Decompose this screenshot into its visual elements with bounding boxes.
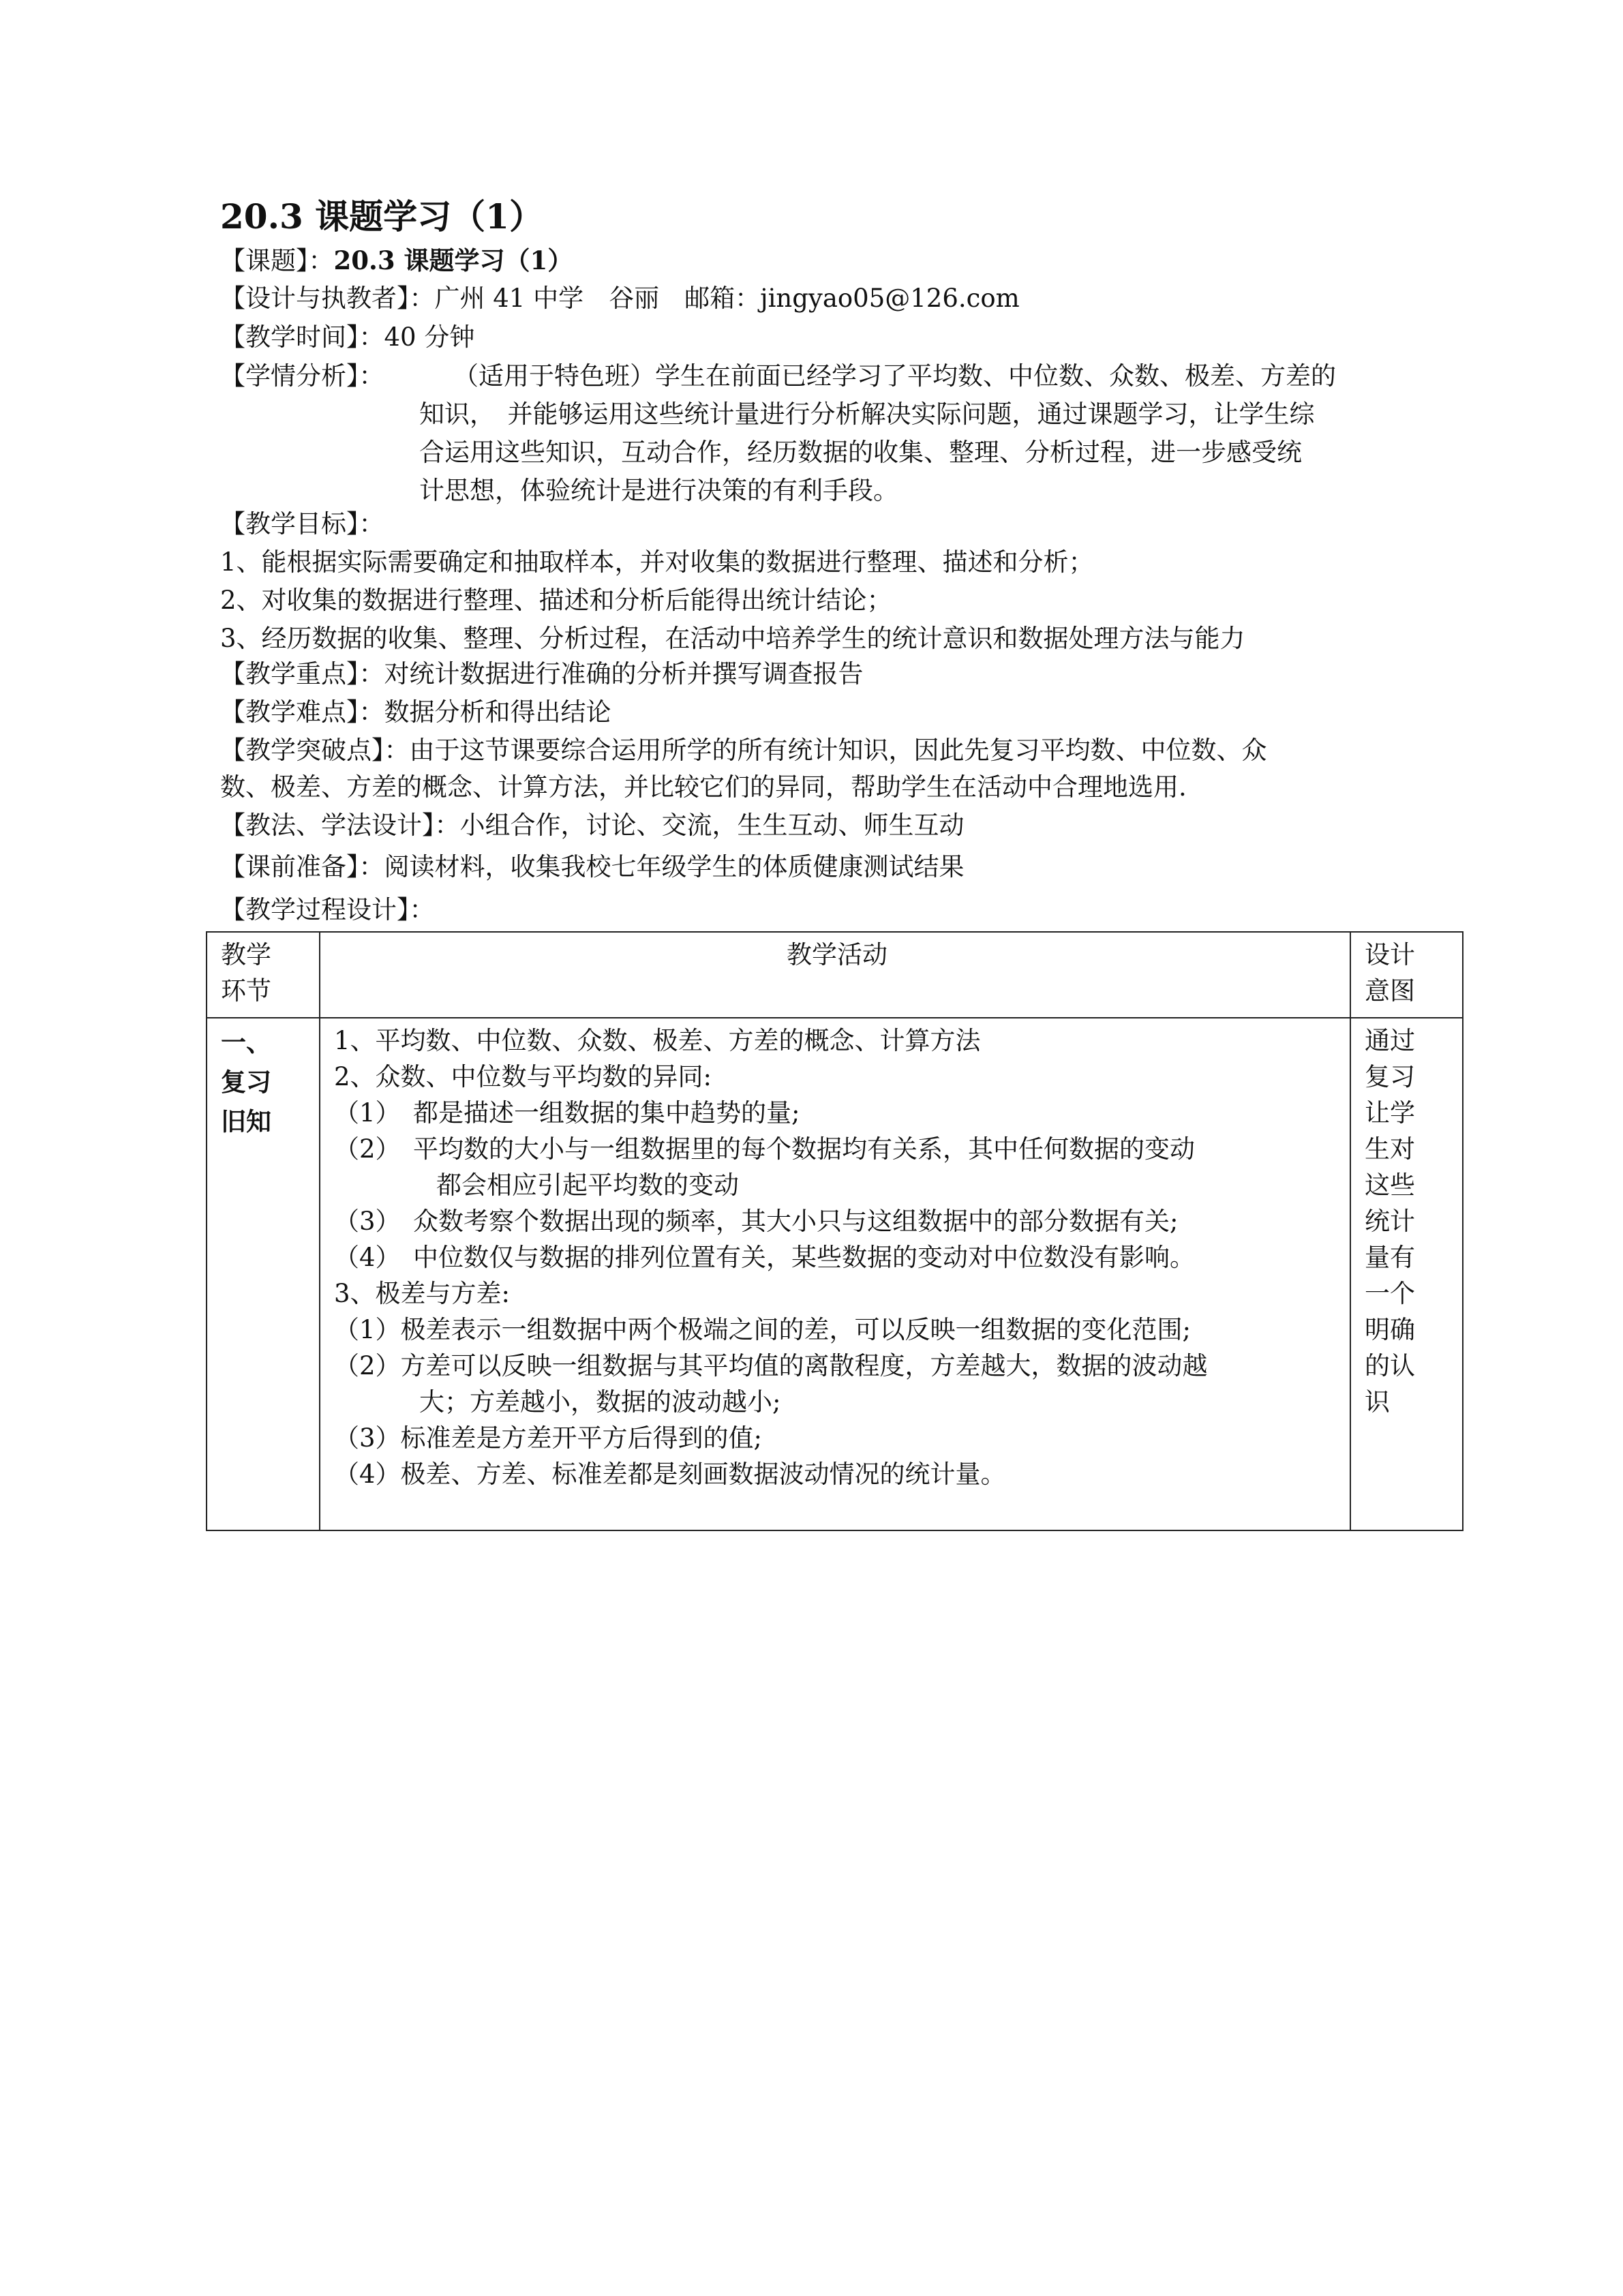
process-label: 【教学过程设计】：: [220, 895, 435, 924]
topic-label: 【课题】：: [220, 246, 334, 275]
breakthrough-label: 【教学突破点】：: [220, 736, 410, 765]
time-value: 40 分钟: [384, 322, 475, 352]
activity-line: （4）极差、方差、标准差都是刻画数据波动情况的统计量。: [334, 1460, 1006, 1489]
header-stage-text: 教学: [221, 940, 271, 969]
activity-line: 2、众数、中位数与平均数的异同:: [334, 1062, 712, 1091]
stage-text: 一、: [221, 1027, 271, 1057]
breakthrough-line: 由于这节课要综合运用所学的所有统计知识，因此先复习平均数、中位数、众: [409, 736, 1267, 765]
design-cell: [1350, 1018, 1463, 1530]
activity-line: （1）极差表示一组数据中两个极端之间的差，可以反映一组数据的变化范围;: [334, 1315, 1192, 1344]
analysis-label: 【学情分析】：: [220, 361, 384, 391]
header-stage-text: 环节: [221, 976, 271, 1006]
activity-line: （1） 都是描述一组数据的集中趋势的量;: [334, 1098, 800, 1128]
designer-label: 【设计与执教者】：: [220, 284, 435, 313]
activity-line: 大；方差越小，数据的波动越小;: [419, 1387, 781, 1417]
design-text: 生对: [1365, 1134, 1415, 1164]
breakthrough-field: [220, 731, 1267, 770]
activity-line: （4） 中位数仅与数据的排列位置有关，某些数据的变动对中位数没有影响。: [334, 1243, 1196, 1272]
process-table: [206, 931, 1463, 1531]
activity-line: 都会相应引起平均数的变动: [436, 1170, 739, 1200]
analysis-line: 计思想，体验统计是进行决策的有利手段。: [419, 476, 898, 505]
stage-text: 旧知: [221, 1106, 271, 1136]
methods-value: 小组合作，讨论、交流，生生互动、师生互动: [459, 811, 965, 840]
objective-item: 3、经历数据的收集、整理、分析过程，在活动中培养学生的统计意识和数据处理方法与能力: [220, 624, 1245, 653]
methods-field: [220, 806, 965, 845]
design-text: 量有: [1365, 1243, 1415, 1272]
design-text: 这些: [1365, 1170, 1415, 1200]
preparation-field: [220, 848, 965, 886]
activity-line: （2）方差可以反映一组数据与其平均值的离散程度，方差越大，数据的波动越: [334, 1351, 1208, 1380]
design-text: 通过: [1365, 1026, 1415, 1055]
preparation-label: 【课前准备】：: [220, 852, 384, 881]
design-text: 的认: [1365, 1351, 1415, 1380]
activity-line: 3、极差与方差:: [334, 1279, 511, 1308]
activity-line: 1、平均数、中位数、众数、极差、方差的概念、计算方法: [334, 1026, 981, 1055]
stage-cell: [207, 1018, 320, 1530]
design-text: 统计: [1365, 1207, 1415, 1236]
topic-field: [220, 241, 573, 280]
breakthrough-line: 数、极差、方差的概念、计算方法，并比较它们的异同，帮助学生在活动中合理地选用.: [220, 772, 1187, 802]
header-stage: [207, 932, 320, 1018]
activity-cell: [320, 1018, 1350, 1530]
activity-line: （3） 众数考察个数据出现的频率，其大小只与这组数据中的部分数据有关;: [334, 1207, 1179, 1236]
analysis-text: [419, 357, 1452, 510]
key-point-label: 【教学重点】：: [220, 659, 384, 689]
design-text: 让学: [1365, 1098, 1415, 1128]
analysis-line: 知识， 并能够运用这些统计量进行分析解决实际问题，通过课题学习，让学生综: [419, 399, 1315, 429]
key-point-field: [220, 655, 864, 693]
difficulty-field: [220, 693, 611, 731]
objective-item: 1、能根据实际需要确定和抽取样本，并对收集的数据进行整理、描述和分析；: [220, 547, 1094, 577]
design-text: 识: [1365, 1387, 1390, 1417]
design-text: 一个: [1365, 1279, 1415, 1308]
header-activity: 教学活动: [320, 932, 1350, 1018]
header-design-text: 意图: [1365, 976, 1415, 1006]
stage-text: 复习: [221, 1067, 271, 1097]
design-text: 明确: [1365, 1315, 1415, 1344]
designer-field: [220, 280, 1020, 318]
document-title: 20.3 课题学习（1）: [220, 196, 543, 237]
time-field: [220, 318, 474, 357]
header-design-text: 设计: [1365, 940, 1415, 969]
difficulty-value: 数据分析和得出结论: [384, 697, 611, 727]
time-label: 【教学时间】：: [220, 322, 384, 352]
designer-value: 广州 41 中学 谷丽 邮箱：jingyao05@126.com: [434, 284, 1020, 313]
objective-item: 2、对收集的数据进行整理、描述和分析后能得出统计结论；: [220, 586, 892, 615]
table-header-row: [207, 932, 1463, 1018]
difficulty-label: 【教学难点】：: [220, 697, 384, 727]
objectives-label: 【教学目标】：: [220, 509, 384, 539]
topic-value: 20.3 课题学习（1）: [333, 245, 573, 275]
activity-line: （3）标准差是方差开平方后得到的值;: [334, 1423, 763, 1453]
key-point-value: 对统计数据进行准确的分析并撰写调查报告: [384, 659, 864, 689]
header-design: [1350, 932, 1463, 1018]
analysis-line: （适用于特色班）学生在前面已经学习了平均数、中位数、众数、极差、方差的: [453, 361, 1336, 391]
analysis-line: 合运用这些知识，互动合作，经历数据的收集、整理、分析过程，进一步感受统: [419, 438, 1302, 467]
activity-line: （2） 平均数的大小与一组数据里的每个数据均有关系，其中任何数据的变动: [334, 1134, 1196, 1164]
methods-label: 【教法、学法设计】：: [220, 811, 460, 840]
preparation-value: 阅读材料，收集我校七年级学生的体质健康测试结果: [384, 852, 965, 881]
design-text: 复习: [1365, 1062, 1415, 1091]
table-row: [207, 1018, 1463, 1530]
